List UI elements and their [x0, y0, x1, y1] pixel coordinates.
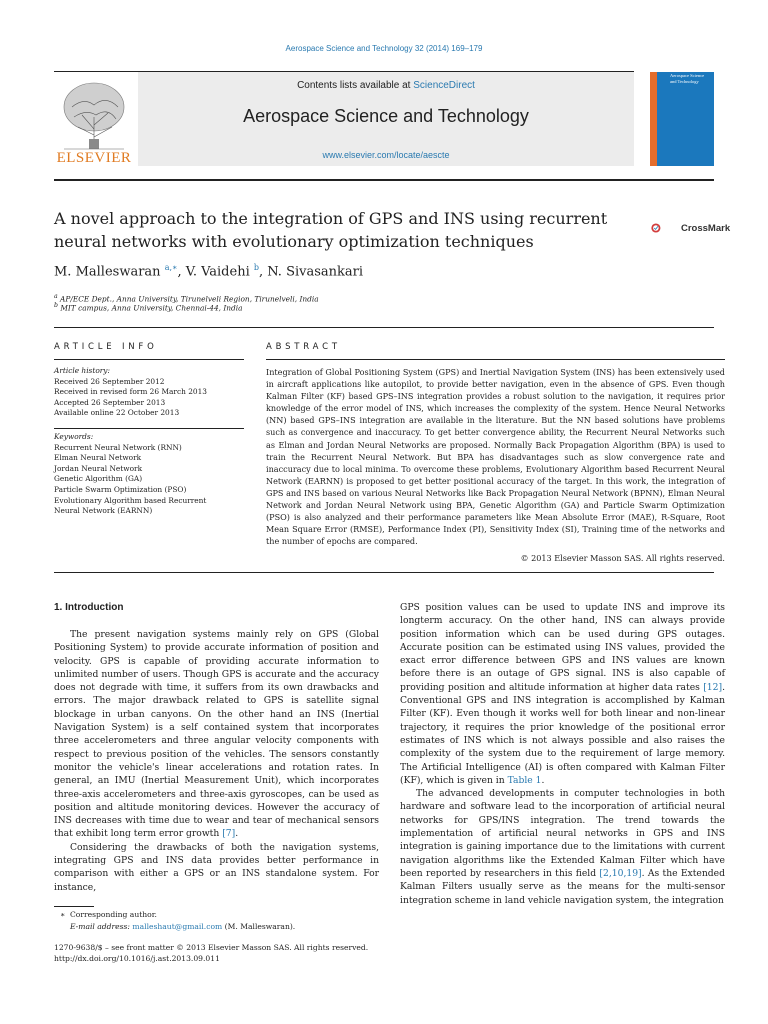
author-affiliation-mark[interactable]: a,∗ — [164, 263, 178, 272]
paper-title — [54, 207, 614, 253]
paragraph — [54, 628, 379, 841]
author-name: M. Malleswaran — [54, 264, 161, 280]
paper-title-line1: A novel approach to the integration of GPS and INS using recurrent — [54, 209, 608, 228]
paragraph-text: The present navigation systems mainly rely on GPS (Global Positioning System) to provide accurate information of position and velocity. GPS is capable of providing accurate information to unlimited number of users. Though GPS is accurate and the accuracy does not degrade with time, it suffers from its own drawbacks and errors. The major drawback related to GPS is satellite signal blockage in urban canyons. On the other hand an INS (Inertial Navigation System) is a self contained system that incorporates three accelerometers and three angular velocity components with respect to previous position of the vehicles. The sensors constantly monitor the vehicle's linear accelerations and rotation rates. In general, an IMU (Inertial Measurement Unit), which incorporates three-axis accelerometers and three-axis gyroscopes, can be used as position and altitude monitoring devices. However the accuracy of INS decreases with time due to wear and tear of mechanical sensors that exhibit long term error growth — [54, 629, 379, 840]
history-item: Available online 22 October 2013 — [54, 408, 180, 418]
info-rule — [54, 327, 714, 328]
citation-link[interactable]: [12] — [703, 681, 723, 693]
journal-title: Aerospace Science and Technology — [243, 106, 529, 126]
right-column — [400, 601, 725, 907]
article-history — [54, 366, 254, 419]
contents-prefix: Contents lists available at — [297, 80, 414, 91]
history-item: Received 26 September 2012 — [54, 376, 165, 386]
keyword-item: Particle Swarm Optimization (PSO) — [54, 484, 187, 494]
footnote-text: Corresponding author. — [70, 910, 157, 919]
keywords-block — [54, 432, 254, 517]
corresponding-author-note — [60, 910, 157, 919]
issn-line: 1270-9638/$ – see front matter © 2013 Elsevier Masson SAS. All rights reserved. — [54, 943, 369, 952]
citation-link[interactable]: [7] — [222, 828, 236, 840]
email-link[interactable]: malleshaut@gmail.com — [132, 922, 223, 931]
affiliation-text: AP/ECE Dept., Anna University, Tirunelveli Region, Tirunelveli, India — [60, 294, 319, 304]
article-info-heading: ARTICLE INFO — [54, 342, 158, 352]
paragraph-text: . — [541, 774, 545, 786]
keywords-label: Keywords: — [54, 432, 94, 441]
paragraph — [400, 787, 725, 907]
journal-cover-strip — [650, 72, 657, 166]
body-rule — [54, 572, 714, 573]
contents-line — [138, 80, 634, 91]
footnote-mark: ∗ — [60, 910, 66, 919]
email-label: E-mail address: — [70, 922, 130, 931]
abstract-rule — [266, 359, 725, 360]
author-affiliation-mark[interactable]: b — [253, 263, 259, 272]
paragraph-text: . Conventional GPS and INS integration is accomplished by Kalman Filter (KF). Even though it works well for both linear and non-linear trajectory, it requires the prior knowledge of the positional error estimates of INS which is not always possible and also raises the complexity of the system due to the requirement of large memory. The Artificial Intelligence (AI) is often compared with Kalman Filter (KF), which is given in — [400, 681, 725, 786]
affiliation-text: MIT campus, Anna University, Chennai-44, India — [60, 303, 243, 313]
author-name: N. Sivasankari — [267, 264, 364, 280]
introduction-heading: 1. Introduction — [54, 602, 124, 613]
keyword-item: Jordan Neural Network — [54, 463, 143, 473]
keyword-item: Recurrent Neural Network (RNN) — [54, 442, 182, 452]
paragraph-text: . — [235, 828, 239, 840]
affiliation-b — [54, 302, 243, 312]
elsevier-wordmark: ELSEVIER — [56, 150, 132, 166]
keyword-item: Evolutionary Algorithm based Recurrent — [54, 495, 207, 505]
abstract-text: Integration of Global Positioning System (GPS) and Inertial Navigation System (INS) has been extensively used in aircraft applications like autopilot, to provide better navigation, even in the absence of GPS. Even though Kalman Filter (KF) based GPS–INS integration provides a robust solution to the navigation, it requires prior knowledge of the error model of INS, which increases the complexity of the system. Hence Neural Networks (NN) based GPS–INS integration are available in the literature. But the NN based solutions have problems such as convergence and inaccuracy. To get better convergence ability, the Recurrent Neural Networks such as Elman and Jordan Neural Networks are proposed. Normally Back Propagation Algorithm (BPA) is used to train the Recurrent Neural Network. But BPA has disadvantages such as slow convergence rate and inaccuracy due to local minima. To overcome these problems, Evolutionary Algorithm based Recurrent Neural Network (EARNN) is proposed to get better positional accuracy of the target. In this work, the integration of GPS and INS based on various Neural Networks like Back Propagation Neural Network (BPNN), Elman Neural Network and Jordan Neural Network using BPA, Genetic Algorithm (GA) and Particle Swarm Optimization (PSO) is also analyzed and their performance parameters like Mean Absolute Error (MAE), R-Square, Root Mean Square Error (RMSE), Performance Index (PI), Sensitivity Index (SI), Training time of the networks and the number of epochs are compared. — [266, 367, 725, 547]
footnote-rule — [54, 906, 94, 907]
history-label: Article history: — [54, 366, 110, 375]
paper-title-line2: neural networks with evolutionary optimization techniques — [54, 232, 534, 251]
paragraph-text: GPS position values can be used to update INS and improve its longterm accuracy. On the other hand, INS can always provide position information which can be used during GPS outages. Accurate position can be estimated using INS values, provided the exact error difference between GPS and INS values are known before there is an outage of GPS signal. INS is also capable of providing position and altitude information at higher data rates — [400, 602, 725, 693]
keywords-rule — [54, 428, 244, 429]
paragraph: Considering the drawbacks of both the navigation systems, integrating GPS and INS data provides better performance in comparison with either a GPS or an INS standalone system. For instance, — [54, 841, 379, 893]
table-link[interactable]: Table 1 — [507, 774, 542, 786]
crossmark-label[interactable]: CrossMark — [681, 223, 731, 234]
citation-link[interactable]: [2,10,19] — [599, 867, 642, 879]
author-name: V. Vaidehi — [185, 264, 250, 280]
crossmark-icon[interactable] — [651, 213, 679, 243]
paragraph-text: The advanced developments in computer technologies in both hardware and software lead to the incorporation of artificial neural networks for GPS/INS integration. The trend towards the implementation of artificial neural networks in GPS and INS integration is gaining importance due to the limitations with current navigation algorithms like the Extended Kalman Filter which have been reported by researchers in this field — [400, 788, 725, 879]
keyword-item: Neural Network (EARNN) — [54, 506, 153, 516]
journal-cover — [650, 72, 714, 166]
paragraph-text: . As the Extended Kalman Filters usually serve as the means for the multi-sensor integration scheme in land vehicle navigation system, the integration — [400, 867, 725, 906]
paragraph — [400, 601, 725, 787]
doi-link[interactable]: http://dx.doi.org/10.1016/j.ast.2013.09.011 — [54, 954, 220, 963]
abstract-heading: ABSTRACT — [266, 342, 341, 352]
journal-cover-title: Aerospace Science and Technology — [670, 73, 705, 84]
journal-homepage-link[interactable]: www.elsevier.com/locate/aescte — [322, 150, 450, 160]
keyword-item: Elman Neural Network — [54, 453, 142, 463]
affiliation-mark: b — [54, 302, 58, 309]
email-owner: (M. Malleswaran). — [224, 922, 296, 931]
left-column — [54, 628, 379, 894]
abstract-copyright: © 2013 Elsevier Masson SAS. All rights reserved. — [520, 553, 725, 563]
article-info-rule — [54, 359, 244, 360]
keyword-item: Genetic Algorithm (GA) — [54, 474, 143, 484]
journal-reference[interactable]: Aerospace Science and Technology 32 (2014) 169–179 — [285, 44, 483, 53]
author-list: M. Malleswaran $^{a,∗}$, V. Vaidehi $^b$, N. Sivasankari — [54, 263, 364, 280]
history-item: Accepted 26 September 2013 — [54, 397, 166, 407]
email-note — [70, 922, 295, 931]
history-item: Received in revised form 26 March 2013 — [54, 387, 208, 397]
sciencedirect-link[interactable]: ScienceDirect — [413, 80, 475, 91]
header-rule — [54, 179, 714, 181]
affiliation-mark: a — [54, 293, 58, 300]
